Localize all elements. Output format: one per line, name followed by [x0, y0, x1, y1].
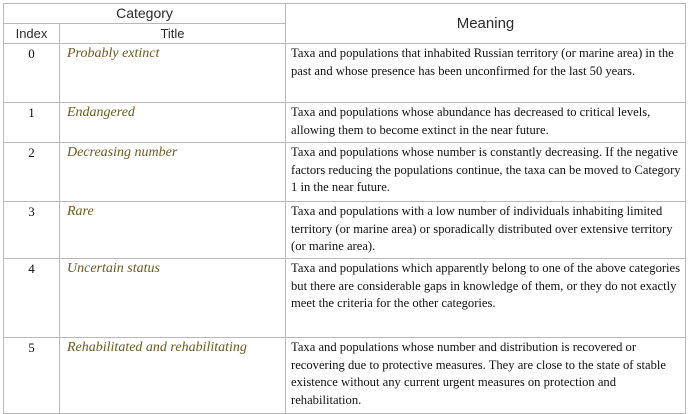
category-index: 3 — [4, 202, 60, 259]
category-title: Probably extinct — [60, 44, 286, 103]
category-index: 0 — [4, 44, 60, 103]
index-header: Index — [4, 24, 60, 44]
table-row — [4, 338, 686, 414]
category-meaning: Taxa and populations whose number and distribution is recovered or recovering due to protective measures. They are close to the state of stable existence without any current urgent measures on protection and rehabilitation. — [286, 338, 686, 414]
category-meaning: Taxa and populations that inhabited Russian territory (or marine area) in the past and whose presence has been unconfirmed for the last 50 years. — [286, 44, 686, 103]
category-meaning: Taxa and populations whose number is constantly decreasing. If the negative factors reducing the populations continue, the taxa can be moved to Category 1 in the near future. — [286, 143, 686, 202]
category-index: 4 — [4, 259, 60, 338]
category-title: Rehabilitated and rehabilitating — [60, 338, 286, 414]
category-meaning: Taxa and populations which apparently belong to one of the above categories but there are considerable gaps in knowledge of them, or they do not exactly meet the criteria for the other categories. — [286, 259, 686, 338]
table-row — [4, 44, 686, 103]
category-index: 2 — [4, 143, 60, 202]
category-index: 5 — [4, 338, 60, 414]
category-title: Endangered — [60, 103, 286, 143]
title-header: Title — [60, 24, 286, 44]
table-row — [4, 202, 686, 259]
table-row — [4, 259, 686, 338]
category-meaning: Taxa and populations with a low number of individuals inhabiting limited territory (or marine area) or sporadically distributed over extensive territory (or marine area). — [286, 202, 686, 259]
category-table — [3, 3, 686, 414]
table-row — [4, 143, 686, 202]
meaning-header: Meaning — [286, 4, 686, 44]
category-header: Category — [4, 4, 286, 24]
category-index: 1 — [4, 103, 60, 143]
table-row — [4, 103, 686, 143]
category-title: Decreasing number — [60, 143, 286, 202]
category-meaning: Taxa and populations whose abundance has decreased to critical levels, allowing them to become extinct in the near future. — [286, 103, 686, 143]
category-title: Uncertain status — [60, 259, 286, 338]
category-title: Rare — [60, 202, 286, 259]
